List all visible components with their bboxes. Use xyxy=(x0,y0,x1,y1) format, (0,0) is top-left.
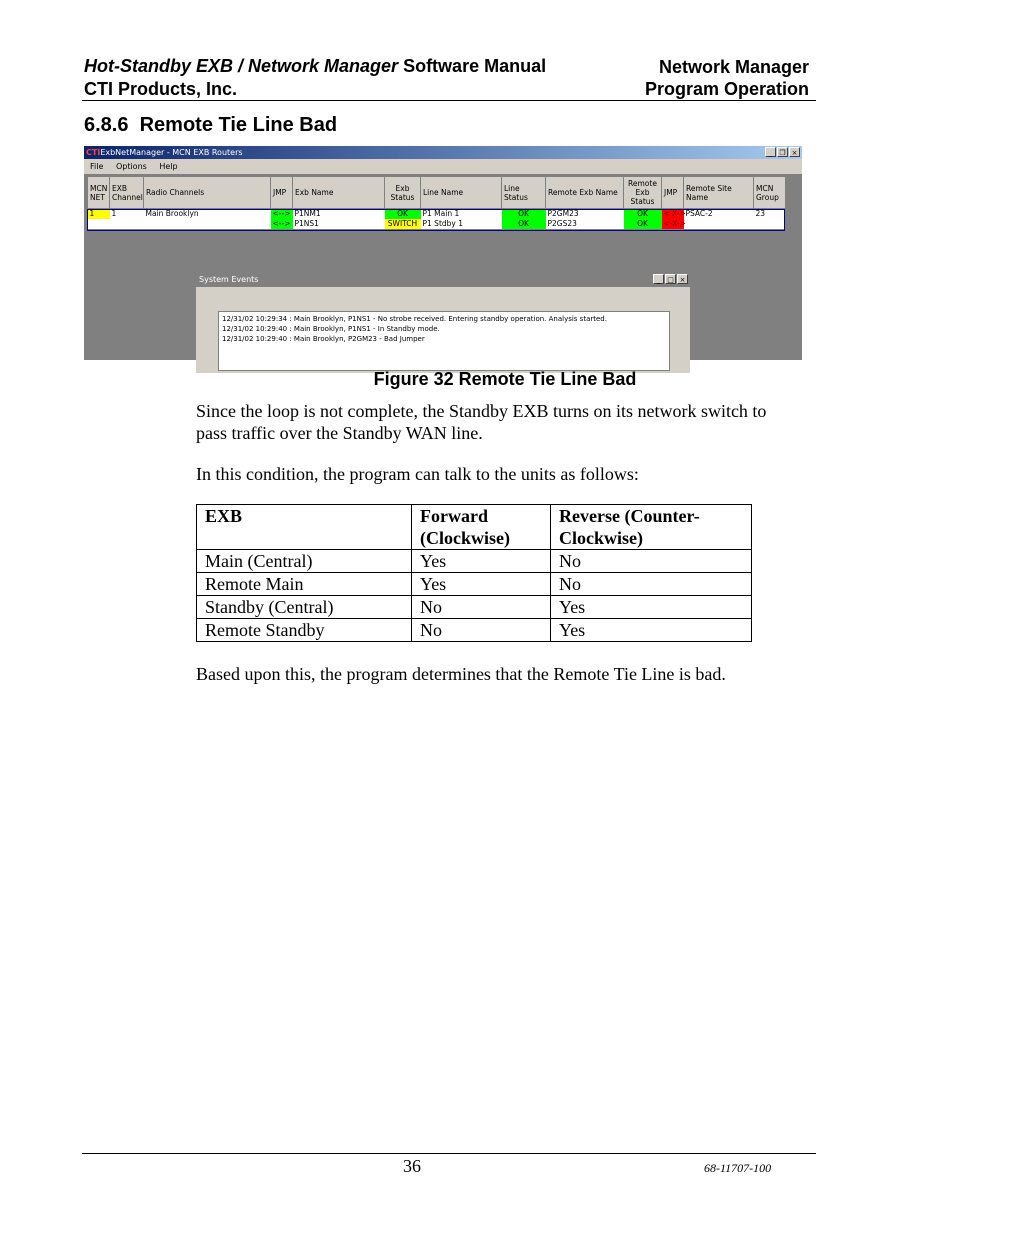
table-row[interactable] xyxy=(88,219,786,229)
event-line: 12/31/02 10:29:40 : Main Brooklyn, P2GM23 - Bad Jumper xyxy=(222,335,425,343)
cell-forward: No xyxy=(412,619,551,642)
cell-reverse: No xyxy=(551,550,752,573)
paragraph-conclusion: Based upon this, the program determines that the Remote Tie Line is bad. xyxy=(196,664,726,684)
window-titlebar xyxy=(84,146,802,159)
communication-table xyxy=(196,504,752,642)
cell-mcn-group xyxy=(754,219,786,229)
cell-forward: Yes xyxy=(412,550,551,573)
col-jmp-remote[interactable]: JMP xyxy=(662,177,684,209)
menu-help[interactable]: Help xyxy=(159,162,178,171)
cell-forward: No xyxy=(412,596,551,619)
cell-exb-status: OK xyxy=(385,209,421,220)
footer-rule xyxy=(82,1153,816,1154)
cell-exb-channel xyxy=(110,219,144,229)
event-log[interactable] xyxy=(218,311,670,371)
table-row xyxy=(197,619,752,642)
header-section: Program Operation xyxy=(644,79,809,99)
router-grid xyxy=(87,176,785,229)
cell-reverse: No xyxy=(551,573,752,596)
cell-reverse: Yes xyxy=(551,596,752,619)
restore-icon[interactable]: ❐ xyxy=(777,147,788,157)
cell-line-status: OK xyxy=(502,209,546,220)
company-name: CTI Products, Inc. xyxy=(84,79,238,99)
cell-jmp: <--> xyxy=(271,219,293,229)
col-radio-channels[interactable]: Radio Channels xyxy=(144,177,271,209)
system-events-titlebar xyxy=(196,273,690,287)
cell-remote-exb-status: OK xyxy=(624,209,662,220)
cell-line-name: P1 Stdby 1 xyxy=(422,219,463,228)
menu-options[interactable]: Options xyxy=(115,162,147,171)
cell-exb: Remote Standby xyxy=(197,619,412,642)
cell-exb-name: P1NM1 xyxy=(293,209,385,220)
menu-file[interactable]: File xyxy=(90,162,104,171)
cell-exb-status: SWITCH xyxy=(385,219,421,229)
col-mcn-group[interactable]: MCN Group xyxy=(754,177,786,209)
cell-jmp: <--> xyxy=(271,209,293,220)
system-events-title: System Events xyxy=(199,275,259,284)
manual-subtitle: Software Manual xyxy=(403,56,547,76)
cell-forward: Yes xyxy=(412,573,551,596)
cell-exb: Standby (Central) xyxy=(197,596,412,619)
header-title xyxy=(84,56,546,77)
close-icon[interactable]: × xyxy=(677,274,688,284)
table-header-row xyxy=(197,505,752,550)
minimize-icon[interactable]: _ xyxy=(653,274,664,284)
close-icon[interactable]: × xyxy=(789,147,800,157)
cell-reverse: Yes xyxy=(551,619,752,642)
cell-line-name: P1 Main 1 xyxy=(421,209,502,220)
cell-remote-exb-status: OK xyxy=(624,219,662,229)
cell-remote-exb-name: P2GS23 xyxy=(547,219,577,228)
maximize-icon[interactable]: □ xyxy=(665,274,676,284)
cell-exb-name: P1NS1 xyxy=(294,219,319,228)
minimize-icon[interactable]: _ xyxy=(765,147,776,157)
cell-mcn-group: 23 xyxy=(754,209,786,220)
col-line-status[interactable]: Line Status xyxy=(502,177,546,209)
col-jmp[interactable]: JMP xyxy=(271,177,293,209)
app-screenshot xyxy=(84,146,802,360)
table-row xyxy=(197,596,752,619)
col-remote-exb-status[interactable]: Remote Exb Status xyxy=(624,177,662,209)
cell-radio-channels xyxy=(144,219,271,229)
section-title: Remote Tie Line Bad xyxy=(139,114,338,136)
cell-jmp-remote: <-X-> xyxy=(663,219,686,228)
menu-bar xyxy=(84,159,802,174)
table-row[interactable] xyxy=(88,209,786,220)
cell-radio-channels: Main Brooklyn xyxy=(144,209,271,220)
document-number: 68-11707-100 xyxy=(704,1161,772,1175)
cell-exb: Main (Central) xyxy=(197,550,412,573)
col-remote-exb-name[interactable]: Remote Exb Name xyxy=(546,177,624,209)
cell-mcn-net: 1 xyxy=(88,209,110,220)
section-number: 6.8.6 xyxy=(84,114,129,136)
manual-title: Hot-Standby EXB / Network Manager xyxy=(84,56,399,76)
system-events-window xyxy=(196,273,690,373)
cell-exb: Remote Main xyxy=(197,573,412,596)
header-forward: Forward (Clockwise) xyxy=(412,505,551,550)
paragraph-loop: Since the loop is not complete, the Standby EXB turns on its network switch to pass traffic over the Standby WAN line. xyxy=(196,401,767,443)
cell-remote-site-name: PSAC-2 xyxy=(684,209,754,220)
cell-remote-site-name xyxy=(684,219,754,229)
cell-jmp-remote: <-X-> xyxy=(663,209,686,218)
cti-logo-text: CTI xyxy=(86,148,101,157)
page-number: 36 xyxy=(403,1156,421,1176)
col-line-name[interactable]: Line Name xyxy=(421,177,502,209)
window-title: ExbNetManager - MCN EXB Routers xyxy=(100,148,243,157)
table-row xyxy=(197,573,752,596)
header-chapter: Network Manager xyxy=(658,57,809,77)
figure-caption: Figure 32 Remote Tie Line Bad xyxy=(373,369,637,389)
table-row xyxy=(197,550,752,573)
event-line: 12/31/02 10:29:40 : Main Brooklyn, P1NS1 - In Standby mode. xyxy=(222,325,440,333)
grid-header-row xyxy=(88,177,786,209)
col-exb-channel[interactable]: EXB Channel xyxy=(110,177,144,209)
col-exb-name[interactable]: Exb Name xyxy=(293,177,385,209)
cell-remote-exb-name: P2GM23 xyxy=(546,209,624,220)
header-reverse: Reverse (Counter-Clockwise) xyxy=(551,505,752,550)
cell-mcn-net xyxy=(88,219,110,229)
paragraph-condition: In this condition, the program can talk to the units as follows: xyxy=(196,464,639,484)
col-mcn-net[interactable]: MCN NET xyxy=(88,177,110,209)
header-exb: EXB xyxy=(197,505,412,550)
cell-exb-channel: 1 xyxy=(110,209,144,220)
col-exb-status[interactable]: Exb Status xyxy=(385,177,421,209)
col-remote-site-name[interactable]: Remote Site Name xyxy=(684,177,754,209)
section-heading xyxy=(84,114,337,137)
header-rule xyxy=(82,100,816,101)
cell-line-status: OK xyxy=(502,219,546,229)
event-line: 12/31/02 10:29:34 : Main Brooklyn, P1NS1 - No strobe received. Entering standby operation. Analysis started. xyxy=(222,315,607,323)
